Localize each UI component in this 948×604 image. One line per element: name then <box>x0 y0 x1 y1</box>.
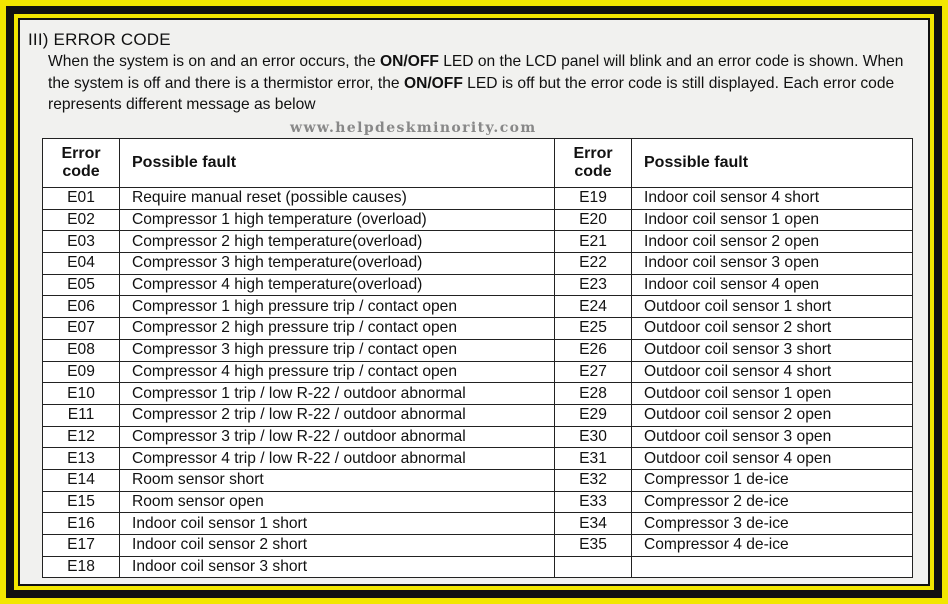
error-code-cell: E29 <box>555 404 632 426</box>
error-code-cell: E17 <box>43 535 120 557</box>
inner-black-border <box>18 18 930 586</box>
table-row <box>43 361 913 383</box>
error-code-cell: E03 <box>43 231 120 253</box>
fault-cell: Outdoor coil sensor 3 short <box>632 339 913 361</box>
error-code-cell: E05 <box>43 274 120 296</box>
fault-cell: Indoor coil sensor 2 short <box>120 535 555 557</box>
section-heading: III) ERROR CODE <box>28 30 171 49</box>
error-code-cell: E18 <box>43 556 120 578</box>
error-code-table <box>42 138 913 578</box>
intro-paragraph <box>48 51 908 116</box>
fault-cell: Compressor 1 trip / low R-22 / outdoor abnormal <box>120 383 555 405</box>
error-code-cell: E13 <box>43 448 120 470</box>
fault-cell: Compressor 1 de-ice <box>632 469 913 491</box>
fault-cell: Compressor 3 high temperature(overload) <box>120 253 555 275</box>
table-row <box>43 339 913 361</box>
error-code-cell: E04 <box>43 253 120 275</box>
fault-cell: Outdoor coil sensor 1 open <box>632 383 913 405</box>
error-code-cell: E01 <box>43 188 120 210</box>
error-code-cell: E14 <box>43 469 120 491</box>
table-row <box>43 491 913 513</box>
error-code-cell: E27 <box>555 361 632 383</box>
header-possible-fault-2: Possible fault <box>632 139 913 188</box>
fault-cell: Indoor coil sensor 3 short <box>120 556 555 578</box>
table-row <box>43 469 913 491</box>
error-code-cell: E34 <box>555 513 632 535</box>
fault-cell: Indoor coil sensor 4 short <box>632 188 913 210</box>
table-row <box>43 231 913 253</box>
table-row <box>43 556 913 578</box>
table-row <box>43 535 913 557</box>
document-panel <box>20 20 928 584</box>
fault-cell: Indoor coil sensor 3 open <box>632 253 913 275</box>
header-error-code-2-line1: Error <box>573 145 613 162</box>
error-code-cell: E28 <box>555 383 632 405</box>
header-error-code-line2: code <box>62 163 100 180</box>
black-border <box>6 6 942 598</box>
table-header-row <box>43 139 913 188</box>
error-code-cell: E22 <box>555 253 632 275</box>
error-code-cell: E06 <box>43 296 120 318</box>
header-possible-fault: Possible fault <box>120 139 555 188</box>
error-code-cell: E10 <box>43 383 120 405</box>
error-code-cell: E23 <box>555 274 632 296</box>
error-code-cell: E30 <box>555 426 632 448</box>
error-code-cell: E07 <box>43 318 120 340</box>
error-code-cell: E02 <box>43 209 120 231</box>
fault-cell: Compressor 4 trip / low R-22 / outdoor abnormal <box>120 448 555 470</box>
fault-cell: Room sensor short <box>120 469 555 491</box>
fault-cell: Indoor coil sensor 1 short <box>120 513 555 535</box>
table-row <box>43 318 913 340</box>
fault-cell: Outdoor coil sensor 3 open <box>632 426 913 448</box>
fault-cell: Outdoor coil sensor 2 short <box>632 318 913 340</box>
fault-cell: Compressor 4 high pressure trip / contact open <box>120 361 555 383</box>
error-code-cell: E16 <box>43 513 120 535</box>
error-code-cell: E26 <box>555 339 632 361</box>
fault-cell: Indoor coil sensor 1 open <box>632 209 913 231</box>
error-code-cell: E15 <box>43 491 120 513</box>
error-code-cell: E33 <box>555 491 632 513</box>
intro-text-1: When the system is on and an error occurs, the <box>48 53 380 70</box>
fault-cell: Outdoor coil sensor 4 short <box>632 361 913 383</box>
fault-cell: Compressor 2 high pressure trip / contact open <box>120 318 555 340</box>
watermark-text: www.helpdeskminority.com <box>290 120 537 136</box>
error-code-cell: E31 <box>555 448 632 470</box>
fault-cell <box>632 556 913 578</box>
error-code-cell: E11 <box>43 404 120 426</box>
fault-cell: Room sensor open <box>120 491 555 513</box>
table-row <box>43 188 913 210</box>
table-row <box>43 209 913 231</box>
table-row <box>43 448 913 470</box>
fault-cell: Compressor 2 high temperature(overload) <box>120 231 555 253</box>
fault-cell: Indoor coil sensor 4 open <box>632 274 913 296</box>
error-code-cell: E09 <box>43 361 120 383</box>
error-code-cell: E08 <box>43 339 120 361</box>
fault-cell: Compressor 3 trip / low R-22 / outdoor abnormal <box>120 426 555 448</box>
error-code-cell: E24 <box>555 296 632 318</box>
fault-cell: Compressor 2 de-ice <box>632 491 913 513</box>
intro-text-2: LED on the LCD panel will blink and an error code is shown. When the system is off and there is a thermistor error, the <box>48 53 904 92</box>
fault-cell: Require manual reset (possible causes) <box>120 188 555 210</box>
table-row <box>43 383 913 405</box>
header-error-code-2 <box>555 139 632 188</box>
fault-cell: Compressor 3 high pressure trip / contact open <box>120 339 555 361</box>
fault-cell: Compressor 2 trip / low R-22 / outdoor abnormal <box>120 404 555 426</box>
intro-onoff-1: ON/OFF <box>379 53 439 70</box>
intro-text-3: LED is off but the error code is still displayed. Each error code represents different message as below <box>48 74 895 113</box>
error-code-cell: E12 <box>43 426 120 448</box>
table-row <box>43 253 913 275</box>
table-row <box>43 404 913 426</box>
fault-cell: Compressor 4 high temperature(overload) <box>120 274 555 296</box>
header-error-code-line1: Error <box>61 145 101 162</box>
intro-onoff-2: ON/OFF <box>403 74 463 92</box>
inner-yellow-border <box>14 14 934 590</box>
fault-cell: Compressor 3 de-ice <box>632 513 913 535</box>
error-code-cell: E25 <box>555 318 632 340</box>
fault-cell: Compressor 1 high temperature (overload) <box>120 209 555 231</box>
fault-cell: Compressor 1 high pressure trip / contact open <box>120 296 555 318</box>
table-row <box>43 513 913 535</box>
header-error-code <box>43 139 120 188</box>
error-code-cell: E35 <box>555 535 632 557</box>
error-code-cell: E21 <box>555 231 632 253</box>
error-code-cell <box>555 556 632 578</box>
table-row <box>43 274 913 296</box>
fault-cell: Outdoor coil sensor 2 open <box>632 404 913 426</box>
fault-cell: Outdoor coil sensor 4 open <box>632 448 913 470</box>
fault-cell: Compressor 4 de-ice <box>632 535 913 557</box>
table-row <box>43 296 913 318</box>
table-row <box>43 426 913 448</box>
fault-cell: Outdoor coil sensor 1 short <box>632 296 913 318</box>
header-error-code-2-line2: code <box>574 163 612 180</box>
error-code-cell: E19 <box>555 188 632 210</box>
error-code-cell: E32 <box>555 469 632 491</box>
fault-cell: Indoor coil sensor 2 open <box>632 231 913 253</box>
error-code-cell: E20 <box>555 209 632 231</box>
